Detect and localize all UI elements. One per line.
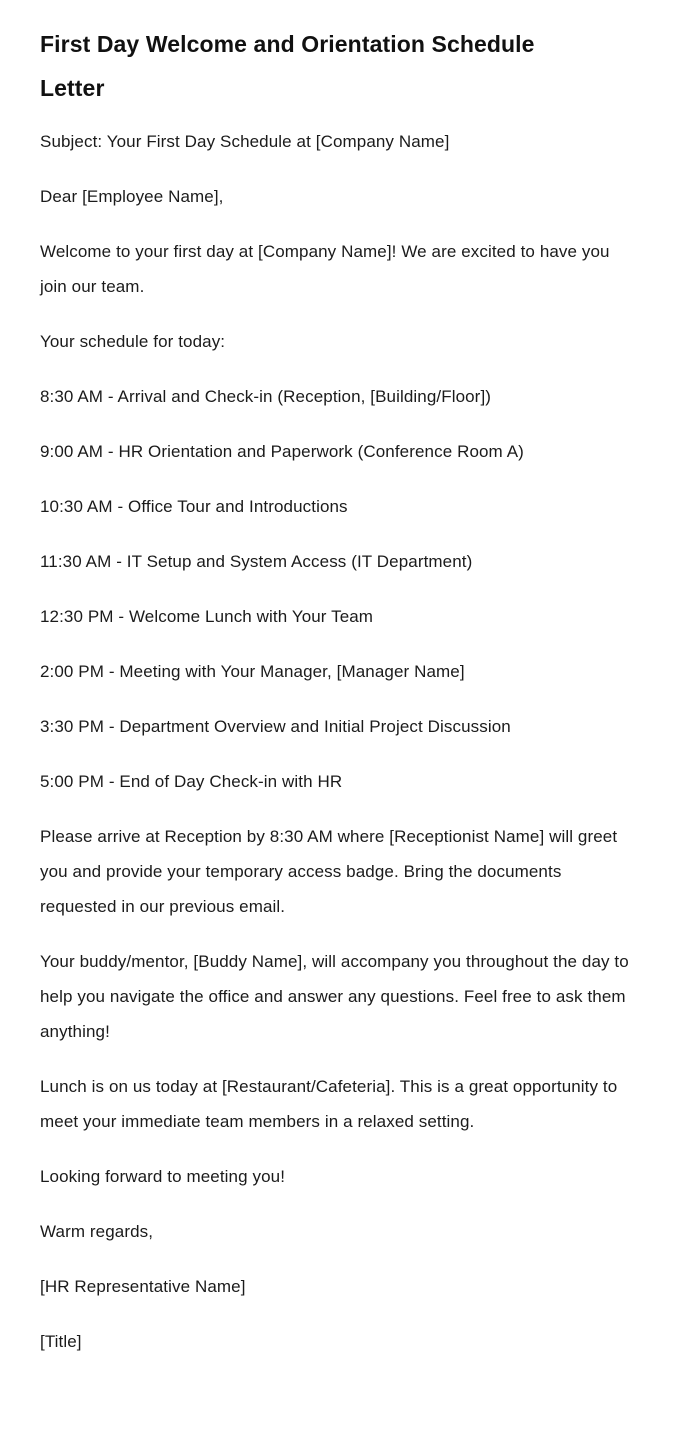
paragraph: Warm regards, xyxy=(40,1222,154,1241)
paragraph: [HR Representative Name] xyxy=(40,1277,246,1296)
paragraph: Your schedule for today: xyxy=(40,332,226,351)
paragraph: 2:00 PM - Meeting with Your Manager, [Manager Name] xyxy=(40,662,465,681)
paragraph: Dear [Employee Name], xyxy=(40,187,224,206)
paragraph: 5:00 PM - End of Day Check-in with HR xyxy=(40,772,343,791)
paragraph: 8:30 AM - Arrival and Check-in (Reception, [Building/Floor]) xyxy=(40,387,492,406)
document-title: First Day Welcome and Orientation Schedule Letter xyxy=(40,31,535,101)
paragraph: 9:00 AM - HR Orientation and Paperwork (Conference Room A) xyxy=(40,442,524,461)
paragraph: 10:30 AM - Office Tour and Introductions xyxy=(40,497,348,516)
paragraph: 12:30 PM - Welcome Lunch with Your Team xyxy=(40,607,374,626)
paragraph: Please arrive at Reception by 8:30 AM where [Receptionist Name] will greet you and provide your temporary access badge. Bring the documents requested in our previous email. xyxy=(40,827,618,916)
paragraph: Welcome to your first day at [Company Name]! We are excited to have you join our team. xyxy=(40,242,610,296)
paragraph: Lunch is on us today at [Restaurant/Cafeteria]. This is a great opportunity to meet your immediate team members in a relaxed setting. xyxy=(40,1077,618,1131)
paragraph: 11:30 AM - IT Setup and System Access (IT Department) xyxy=(40,552,473,571)
paragraph: Subject: Your First Day Schedule at [Company Name] xyxy=(40,132,450,151)
paragraph: Looking forward to meeting you! xyxy=(40,1167,286,1186)
document-body xyxy=(40,124,658,1359)
paragraph: [Title] xyxy=(40,1332,82,1351)
paragraph: Your buddy/mentor, [Buddy Name], will accompany you throughout the day to help you navigate the office and answer any questions. Feel free to ask them anything! xyxy=(40,952,629,1041)
paragraph: 3:30 PM - Department Overview and Initial Project Discussion xyxy=(40,717,511,736)
